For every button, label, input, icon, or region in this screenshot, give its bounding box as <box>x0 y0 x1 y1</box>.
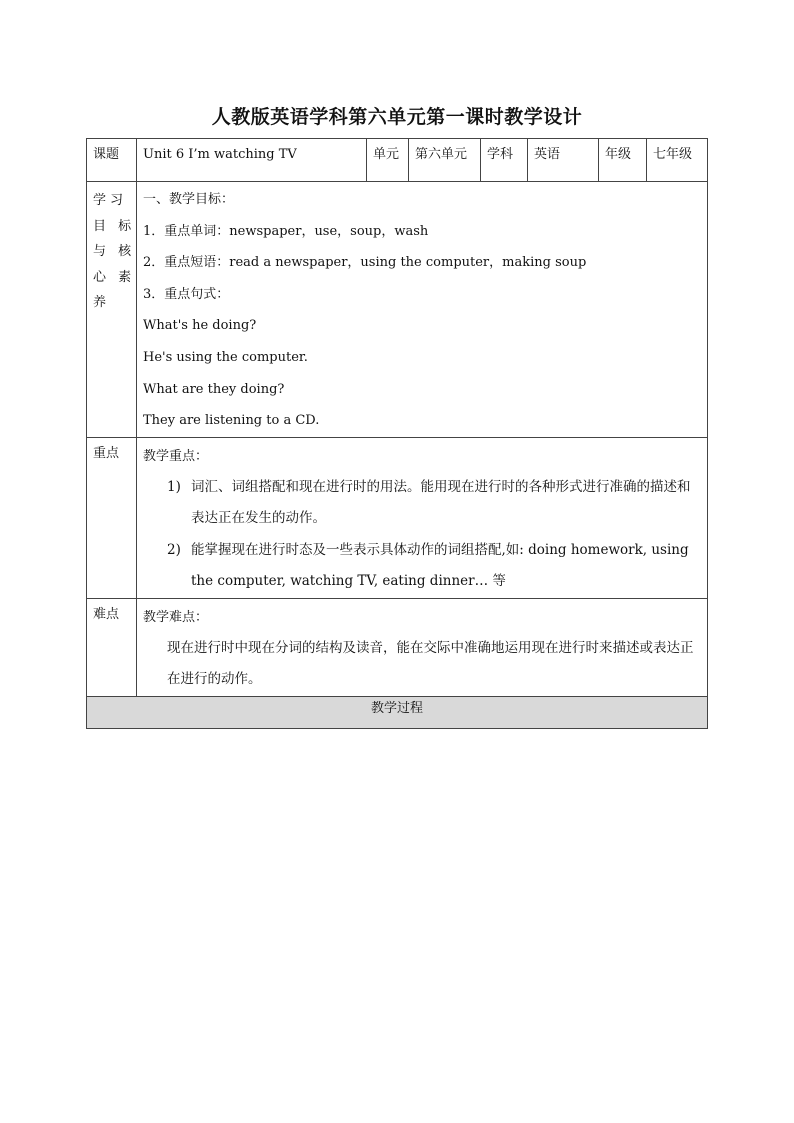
objectives-content <box>137 182 707 437</box>
objectives-heading: 一、教学目标： <box>143 192 235 207</box>
difficult-points-label-cell <box>87 598 137 696</box>
unit-value-cell <box>409 139 481 182</box>
difficult-points-text: 现在进行时中现在分词的结构及读音，能在交际中准确地运用现在进行时来描述或表达正在进行的动作。 <box>167 639 694 688</box>
objectives-label-line: 养 <box>93 295 111 310</box>
list-item-number: 2) <box>167 541 181 558</box>
subject-label-cell <box>481 139 528 182</box>
objectives-label-cell <box>87 182 137 438</box>
objectives-row <box>87 182 708 438</box>
subject-label: 学科 <box>487 147 514 162</box>
objectives-label-line: 与 核 <box>93 244 136 259</box>
list-item <box>143 472 701 535</box>
key-points-label-cell <box>87 437 137 598</box>
objectives-label-line: 目 标 <box>93 218 136 234</box>
difficult-points-label: 难点 <box>93 606 120 622</box>
key-points-label: 重点 <box>93 445 120 461</box>
topic-value-cell <box>137 139 367 182</box>
key-points-title: 教学重点： <box>143 448 209 464</box>
unit-value: 第六单元 <box>415 147 468 162</box>
key-phrases-line: 2．重点短语：read a newspaper，using the computer，making soup <box>143 255 587 271</box>
difficult-points-row <box>87 598 708 696</box>
grade-value: 七年级 <box>653 147 693 162</box>
lesson-plan-table <box>86 138 708 729</box>
list-item-text: 词汇、词组搭配和现在进行时的用法。能用现在进行时的各种形式进行准确的描述和表达正在发生的动作。 <box>191 478 691 527</box>
unit-label: 单元 <box>373 147 400 162</box>
topic-label-cell <box>87 139 137 182</box>
key-words-line: 1．重点单词：newspaper，use，soup，wash <box>143 223 429 239</box>
key-points-content-cell <box>137 437 708 598</box>
list-item-text: 能掌握现在进行时态及一些表示具体动作的词组搭配,如: doing homework, using the computer, watching TV, eating dinner… 等 <box>191 541 689 590</box>
sentence-line: He's using the computer. <box>143 349 308 365</box>
list-item <box>143 535 701 598</box>
list-item-number: 1) <box>167 478 181 495</box>
difficult-points-title: 教学难点： <box>143 609 209 625</box>
grade-value-cell <box>647 139 708 182</box>
grade-label: 年级 <box>605 147 632 162</box>
sentence-line: What are they doing? <box>143 381 285 397</box>
key-points-row <box>87 437 708 598</box>
subject-value: 英语 <box>534 147 561 162</box>
topic-label: 课题 <box>93 147 120 162</box>
sentence-line: What's he doing? <box>143 318 257 334</box>
objectives-label-line: 心 素 <box>93 269 136 285</box>
process-header-cell <box>87 696 708 728</box>
document-title: 人教版英语学科第六单元第一课时教学设计 <box>211 106 583 128</box>
objectives-label <box>87 182 136 316</box>
difficult-points-content-cell <box>137 598 708 696</box>
objectives-label-line: 学习 <box>93 193 128 208</box>
subject-value-cell <box>528 139 599 182</box>
sentence-line: They are listening to a CD. <box>143 413 320 429</box>
header-row <box>87 139 708 182</box>
process-row <box>87 696 708 728</box>
key-sentences-heading: 3．重点句式： <box>143 286 230 302</box>
objectives-content-cell <box>137 182 708 438</box>
unit-label-cell <box>367 139 409 182</box>
process-label: 教学过程 <box>370 700 423 716</box>
topic-value: Unit 6 I’m watching TV <box>143 147 297 162</box>
grade-label-cell <box>599 139 647 182</box>
difficult-points-content <box>137 599 707 696</box>
key-points-content <box>137 438 707 598</box>
